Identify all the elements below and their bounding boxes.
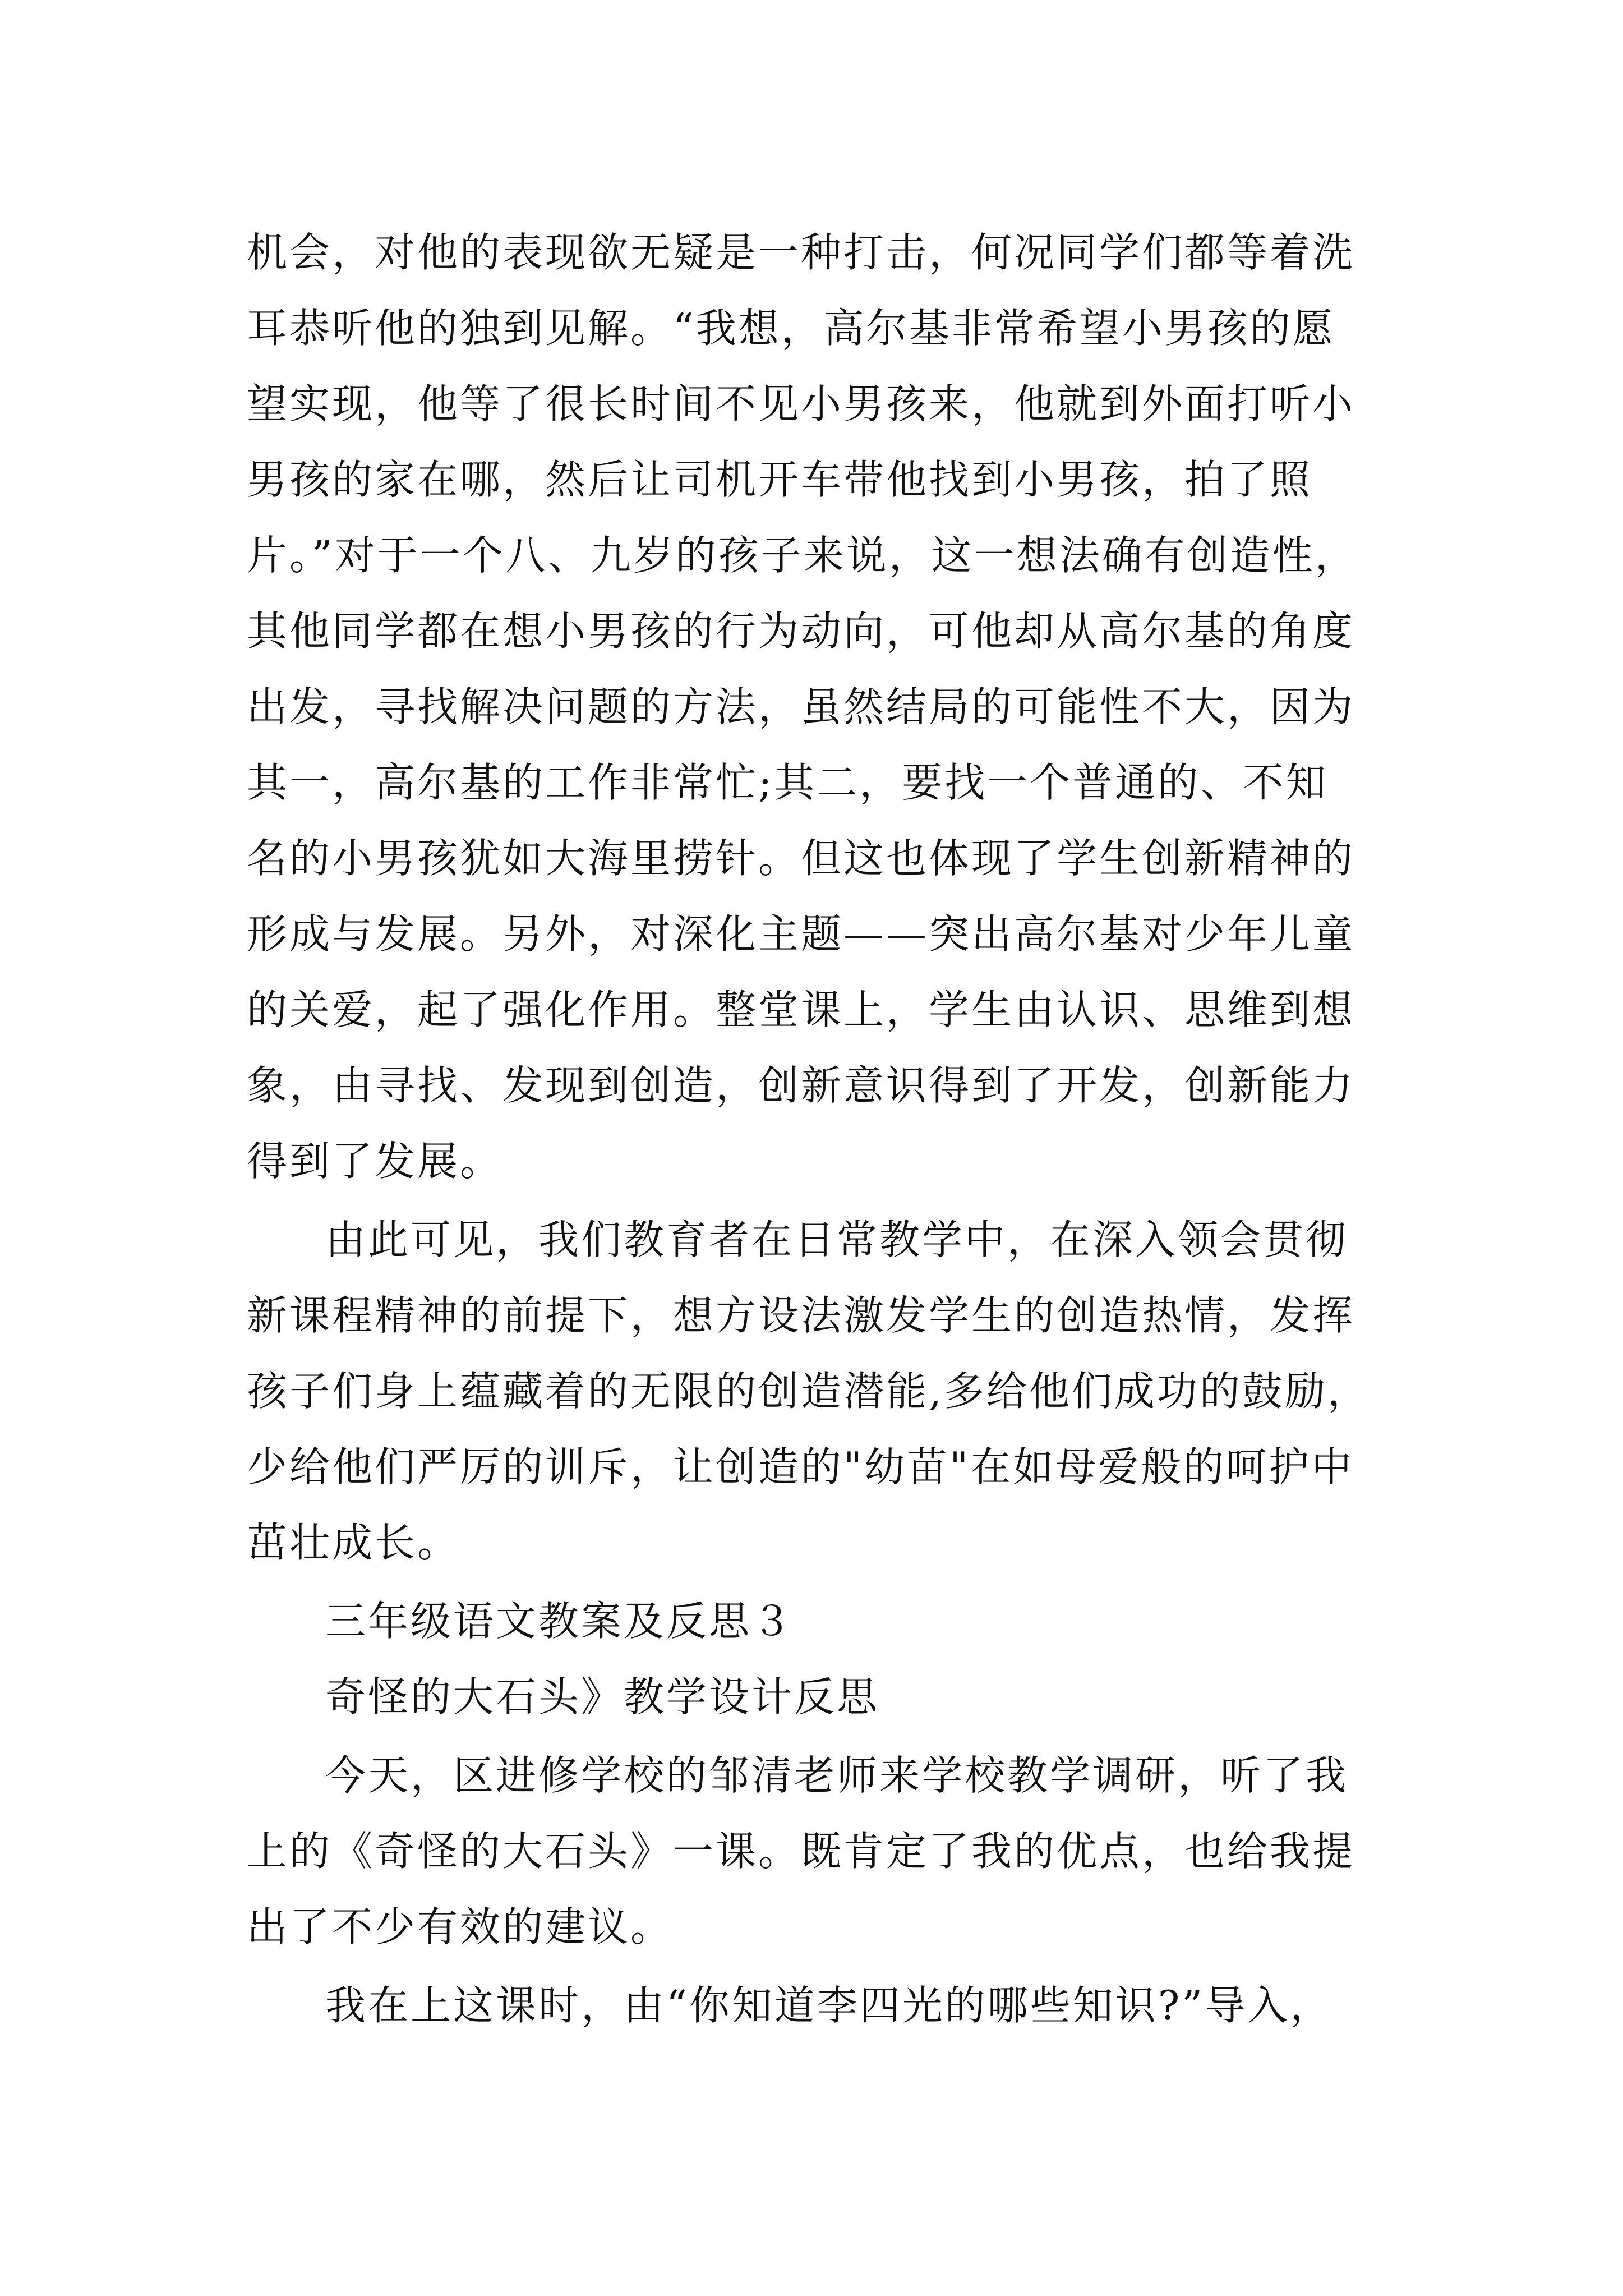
paragraph-line: 得到了发展。 — [247, 1138, 503, 1185]
paragraph-line: 今天，区进修学校的邹清老师来学校教学调研，听了我 — [325, 1752, 1349, 1799]
paragraph-line: 其一，高尔基的工作非常忙;其二，要找一个普通的、不知 — [247, 759, 1329, 806]
paragraph-line: 上的《奇怪的大石头》一课。既肯定了我的优点，也给我提 — [247, 1828, 1355, 1875]
paragraph-line: 男孩的家在哪，然后让司机开车带他找到小男孩，拍了照 — [247, 456, 1313, 503]
paragraph-line: 的关爱，起了强化作用。整堂课上，学生由认识、思维到想 — [247, 986, 1355, 1033]
paragraph-line: 片。”对于一个八、九岁的孩子来说，这一想法确有创造性， — [247, 532, 1358, 579]
paragraph-line: 由此可见，我们教育者在日常教学中，在深入领会贯彻 — [325, 1216, 1349, 1263]
paragraph-line: 象，由寻找、发现到创造，创新意识得到了开发，创新能力 — [247, 1062, 1355, 1109]
paragraph-line: 机会，对他的表现欲无疑是一种打击，何况同学们都等着洗 — [247, 229, 1355, 276]
paragraph-line: 出了不少有效的建议。 — [247, 1903, 674, 1950]
paragraph-line: 出发，寻找解决问题的方法，虽然结局的可能性不大，因为 — [247, 683, 1355, 730]
paragraph-line: 少给他们严厉的训斥，让创造的"幼苗"在如母爱般的呵护中 — [247, 1443, 1354, 1490]
paragraph-line: 形成与发展。另外，对深化主题——突出高尔基对少年儿童 — [247, 910, 1355, 958]
paragraph-line: 孩子们身上蕴藏着的无限的创造潜能,多给他们成功的鼓励， — [247, 1368, 1370, 1415]
paragraph-line: 茁壮成长。 — [247, 1519, 460, 1566]
lesson-title: 奇怪的大石头》教学设计反思 — [325, 1673, 880, 1720]
paragraph-line: 望实现，他等了很长时间不见小男孩来，他就到外面打听小 — [247, 380, 1355, 427]
paragraph-line: 新课程精神的前提下，想方设法激发学生的创造热情，发挥 — [247, 1292, 1355, 1339]
paragraph-line: 名的小男孩犹如大海里捞针。但这也体现了学生创新精神的 — [247, 835, 1355, 882]
section-heading: 三年级语文教案及反思３ — [325, 1598, 795, 1645]
paragraph-line: 耳恭听他的独到见解。“我想，高尔基非常希望小男孩的愿 — [247, 305, 1335, 352]
paragraph-line: 我在上这课时，由“你知道李四光的哪些知识?”导入， — [325, 1982, 1333, 2029]
paragraph-line: 其他同学都在想小男孩的行为动向，可他却从高尔基的角度 — [247, 608, 1355, 655]
